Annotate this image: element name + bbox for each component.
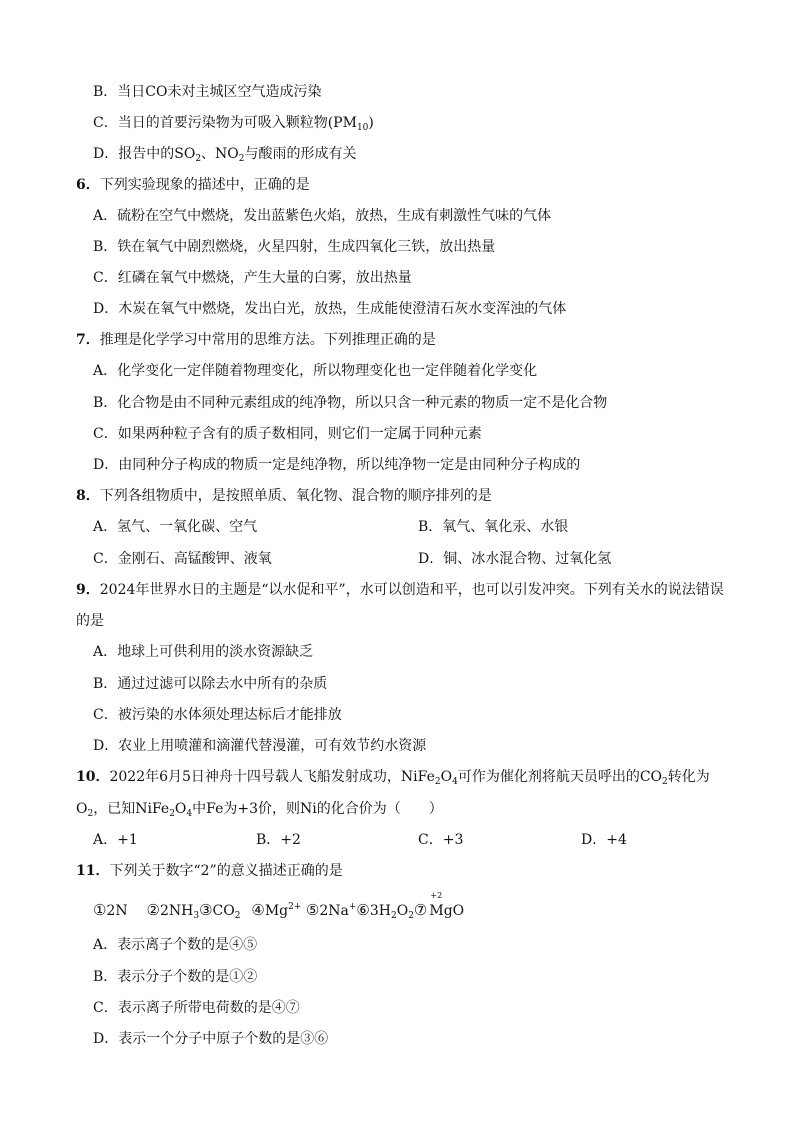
text-q5-tail-d-p3: 与酸雨的形成有关 [244,146,357,162]
text-q9-stem2: 的是 [76,613,104,629]
text-q8-d-text: 铜、冰水混合物、过氧化氢 [443,551,612,567]
text-q11-items-t7b: O [452,903,465,919]
text-q7-a-text: 化学变化一定伴随着物理变化，所以物理变化也一定伴随着化学变化 [117,363,538,379]
text-q11-items-c2: ② [146,901,160,919]
q9-option-b [93,674,327,694]
text-q6-a-text: 硫粉在空气中燃烧，发出蓝紫色火焰，放热，生成有刺激性气味的气体 [117,208,552,224]
text-q10-l2-p2: ，已知NiFe [93,801,170,817]
q8-option-d [418,549,611,569]
text-q10-l2-s2: 2 [169,809,175,819]
text-q9-stem1: 2024年世界水日的主题是“以水促和平”，水可以创造和平，也可以引发冲突。下列有关水的说法错误 [99,582,724,598]
text-q11-items-t6s2: 2 [408,911,414,921]
text-q11-num: 11． [76,863,110,879]
text-q8-c-letter: C． [93,551,118,567]
text-q6-d-letter: D． [93,301,119,317]
text-q5-tail-d-p1: 报告中的SO [118,146,196,162]
text-q9-a-letter: A． [93,644,118,660]
q9-stem-line1 [76,580,724,600]
q7-option-a [93,361,537,381]
text-q10-b-letter: B． [256,832,281,848]
text-q11-b-text: 表示分子个数的是①② [117,969,258,985]
text-q11-items-t7over: +2 [430,891,443,900]
text-q5-tail-d-s1: 2 [195,154,202,164]
q10-stem-line1 [76,767,710,787]
text-q11-d-text: 表示一个分子中原子个数的是③⑥ [118,1031,329,1047]
text-q8-d-letter: D． [418,551,444,567]
text-q6-stem: 下列实验现象的描述中，正确的是 [99,177,310,193]
text-q9-num: 9． [76,582,100,598]
text-q11-items-t6: 3H [369,903,391,919]
text-q11-items-c4: ④ [251,901,265,919]
text-q10-l2-s1: 2 [87,809,94,819]
q6-option-a [93,206,551,226]
q11-formula-list [93,891,465,921]
text-q11-items-t3s: 2 [234,911,241,921]
q5-option-b [93,82,322,102]
q11-stem [76,861,343,881]
text-q6-num: 6． [76,177,100,193]
text-q7-num: 7． [76,332,100,348]
text-q5-tail-d-s2: 2 [238,154,245,164]
text-q10-d-letter: D． [581,832,607,848]
text-q10-l2-p4: 中Fe为+3价，则Ni的化合价为（ ） [192,801,443,817]
q10-option-a [93,830,138,850]
text-q10-b-text: +2 [280,832,301,848]
text-q10-a-text: +1 [117,832,138,848]
text-q6-c-letter: C． [93,270,118,286]
q6-option-c [93,268,412,288]
text-q7-c-text: 如果两种粒子含有的质子数相同，则它们一定属于同种元素 [117,426,482,442]
text-q10-d-text: +4 [606,832,627,848]
text-q11-c-letter: C． [93,1000,118,1016]
q6-stem [76,175,310,195]
text-q9-a-text: 地球上可供利用的淡水资源缺乏 [117,644,314,660]
text-q11-items-t5sup: + [348,902,357,912]
text-q5-tail-b-text: 当日CO未对主城区空气造成污染 [117,84,322,100]
text-q9-c-letter: C． [93,707,118,723]
text-q10-l1-p4: 转化为 [667,769,710,785]
text-q11-a-letter: A． [93,937,118,953]
text-q10-num: 10． [76,769,110,785]
text-q11-items-t5: 2Na [319,903,349,919]
text-q10-l1-p1: 2022年6月5日神舟十四号载人飞船发射成功，NiFe [109,769,435,785]
text-q7-d-letter: D． [93,457,119,473]
text-q7-c-letter: C． [93,426,118,442]
text-q6-d-text: 木炭在氧气中燃烧，发出白光，放热，生成能使澄清石灰水变浑浊的气体 [118,301,567,317]
text-q11-c-text: 表示离子所带电荷数的是④⑦ [117,1000,300,1016]
text-q9-c-text: 被污染的水体须处理达标后才能排放 [117,707,342,723]
text-q7-b-letter: B． [93,395,118,411]
q9-option-c [93,705,342,725]
text-q11-items-t4sup: 2+ [288,902,302,912]
q11-option-a [93,935,257,955]
q11-option-d [93,1029,328,1049]
text-q10-c-text: +3 [442,832,464,848]
text-q10-l1-s1: 2 [434,777,441,787]
text-q8-num: 8． [76,488,100,504]
text-q5-tail-c-sub: 10 [356,123,369,133]
text-q11-items-t3: CO [212,903,235,919]
text-q5-tail-d-p2: 、NO [201,146,239,162]
text-q7-stem: 推理是化学学习中常用的思维方法。下列推理正确的是 [99,332,436,348]
q11-option-b [93,967,257,987]
q9-option-a [93,642,313,662]
text-q8-b-text: 氧气、氧化汞、水银 [442,519,569,535]
text-q10-a-letter: A． [93,832,118,848]
text-q11-items-c7: ⑦ [413,901,428,919]
text-q11-a-text: 表示离子个数的是④⑤ [117,937,258,953]
q10-option-c [418,830,463,850]
text-q7-d-text: 由同种分子构成的物质一定是纯净物，所以纯净物一定是由同种分子构成的 [118,457,581,473]
text-q11-items-t6m: O [396,903,409,919]
q7-stem [76,330,436,350]
text-q9-b-letter: B． [93,676,118,692]
q8-option-b [418,517,568,537]
text-q11-items-t4: Mg [264,903,289,919]
q5-option-d [93,144,357,164]
q8-option-c [93,549,272,569]
text-q11-d-letter: D． [93,1031,119,1047]
text-q5-tail-c-post: ) [368,115,374,131]
q8-option-a [93,517,257,537]
text-q8-b-letter: B． [418,519,443,535]
text-q6-b-text: 铁在氧气中剧烈燃烧，火星四射，生成四氧化三铁，放出热量 [117,239,496,255]
text-q9-d-letter: D． [93,738,119,754]
text-q7-a-letter: A． [93,363,118,379]
text-q8-stem: 下列各组物质中，是按照单质、氧化物、混合物的顺序排列的是 [99,488,492,504]
q8-stem [76,486,492,506]
q10-stem-line2 [76,799,443,819]
text-q11-b-letter: B． [93,969,118,985]
text-q11-stem: 下列关于数字“2”的意义描述正确的是 [109,863,343,879]
text-q10-l2-s3: 4 [186,809,193,819]
text-q5-tail-d-letter: D． [93,146,119,162]
q10-option-b [256,830,301,850]
text-q11-items-c6: ⑥ [356,901,370,919]
text-q10-l1-p2: O [440,769,453,785]
text-q8-c-text: 金刚石、高锰酸钾、液氧 [117,551,272,567]
text-q11-items-t6s1: 2 [390,911,397,921]
q7-option-d [93,455,580,475]
text-q10-l1-p3: 可作为催化剂将航天员呼出的CO [457,769,663,785]
q6-option-b [93,237,495,257]
text-q11-items-t1: 2N [106,903,128,919]
text-q6-a-letter: A． [93,208,118,224]
text-q10-l2-p1: O [76,801,88,817]
text-q10-l1-s3: 2 [662,777,668,787]
text-q6-c-text: 红磷在氧气中燃烧，产生大量的白雾，放出热量 [117,270,412,286]
text-q11-items-t7a: Mg [429,903,453,919]
q6-option-d [93,299,566,319]
q9-stem-line2 [76,611,104,631]
text-q11-items-c1: ① [93,901,107,919]
text-q11-items-t2s: 3 [193,911,200,921]
text-q8-a-letter: A． [93,519,118,535]
text-q10-l2-p3: O [174,801,187,817]
text-q10-c-letter: C． [418,832,443,848]
text-q11-items-c3: ③ [199,901,213,919]
q5-option-c [93,113,374,133]
q7-option-c [93,424,482,444]
q11-option-c [93,998,300,1018]
text-q11-items-t2: 2NH [159,903,194,919]
text-q7-b-text: 化合物是由不同种元素组成的纯净物，所以只含一种元素的物质一定不是化合物 [117,395,608,411]
q10-option-d [581,830,627,850]
text-q9-b-text: 通过过滤可以除去水中所有的杂质 [117,676,328,692]
text-q6-b-letter: B． [93,239,118,255]
text-q8-a-text: 氢气、一氧化碳、空气 [117,519,258,535]
text-q5-tail-c-pre: 当日的首要污染物为可吸入颗粒物(PM [117,115,357,131]
text-q5-tail-b-letter: B． [93,84,118,100]
text-q9-d-text: 农业上用喷灌和滴灌代替漫灌，可有效节约水资源 [118,738,427,754]
text-q5-tail-c-letter: C． [93,115,118,131]
q9-option-d [93,736,426,756]
text-q10-l1-s2: 4 [452,777,458,787]
q7-option-b [93,393,607,413]
text-q11-items-c5: ⑤ [305,901,320,919]
